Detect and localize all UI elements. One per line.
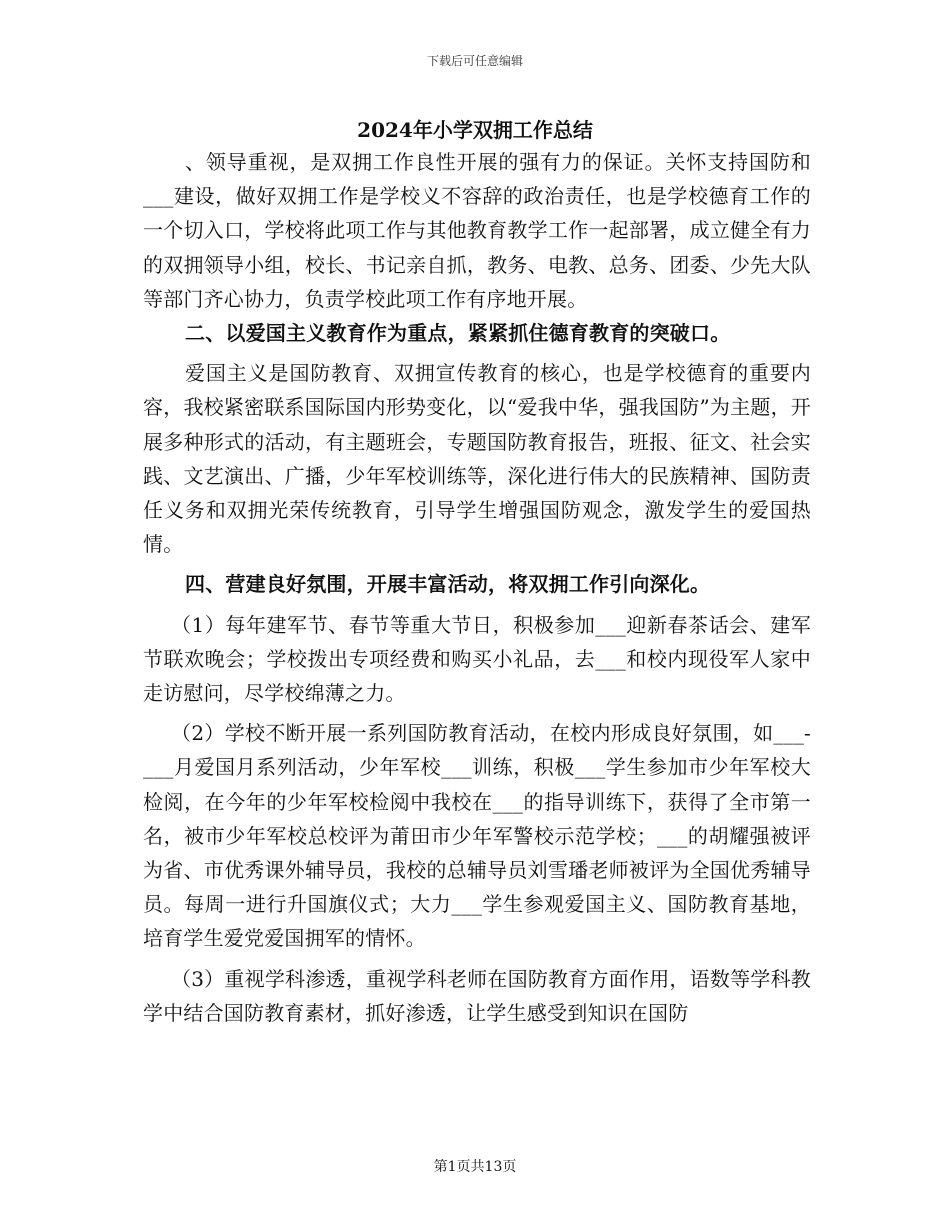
paragraph-patriotism: 爱国主义是国防教育、双拥宣传教育的核心，也是学校德育的重要内容，我校紧密联系国际国内形势变化，以“爱我中华，强我国防”为主题，开展多种形式的活动，有主题班会，专题国防教育报告，班报、征文、社会实践、文艺演出、广播，少年军校训练等，深化进行伟大的民族精神、国防责任义务和双拥光荣传统教育，引导学生增强国防观念，激发学生的爱国热情。 <box>143 361 811 557</box>
paragraph-leadership: 、领导重视，是双拥工作良性开展的强有力的保证。关怀支持国防和___建设，做好双拥工作是学校义不容辞的政治责任，也是学校德育工作的一个切入口，学校将此项工作与其他教育教学工作一起部署，成立健全有力的双拥领导小组，校长、书记亲自抓，教务、电教、总务、团委、少先大队等部门齐心协力，负责学校此项工作有序地开展。 <box>143 150 811 311</box>
page-header: 下载后可任意编辑 <box>426 54 523 68</box>
paragraph-item-1: （1）每年建军节、春节等重大节日，积极参加___迎新春茶话会、建军节联欢晚会；学校拨出专项经费和购买小礼品，去___和校内现役军人家中走访慰问，尽学校绵薄之力。 <box>143 612 811 706</box>
section-heading-atmosphere: 四、营建良好氛围，开展丰富活动，将双拥工作引向深化。 <box>185 572 711 597</box>
section-heading-patriotism: 二、以爱国主义教育作为重点，紧紧抓住德育教育的突破口。 <box>185 321 731 346</box>
paragraph-item-3: （3）重视学科渗透，重视学科老师在国防教育方面作用，语数等学科教学中结合国防教育素材，抓好渗透，让学生感受到知识在国防 <box>143 966 811 1025</box>
document-title: 2024年小学双拥工作总结 <box>357 118 593 142</box>
paragraph-item-2: （2）学校不断开展一系列国防教育活动，在校内形成良好氛围，如___-___月爱国月系列活动，少年军校___训练，积极___学生参加市少年军校大检阅，在今年的少年军校检阅中我校在___的指导训练下，获得了全市第一名，被市少年军校总校评为莆田市少年军警校示范学校；___的胡耀强被评为省、市优秀课外辅导员，我校的总辅导员刘雪璠老师被评为全国优秀辅导员。每周一进行升国旗仪式；大力___学生参观爱国主义、国防教育基地，培育学生爱党爱国拥军的情怀。 <box>143 721 811 951</box>
document-body <box>143 145 811 1030</box>
page-footer: 第1页共13页 <box>433 1159 517 1175</box>
